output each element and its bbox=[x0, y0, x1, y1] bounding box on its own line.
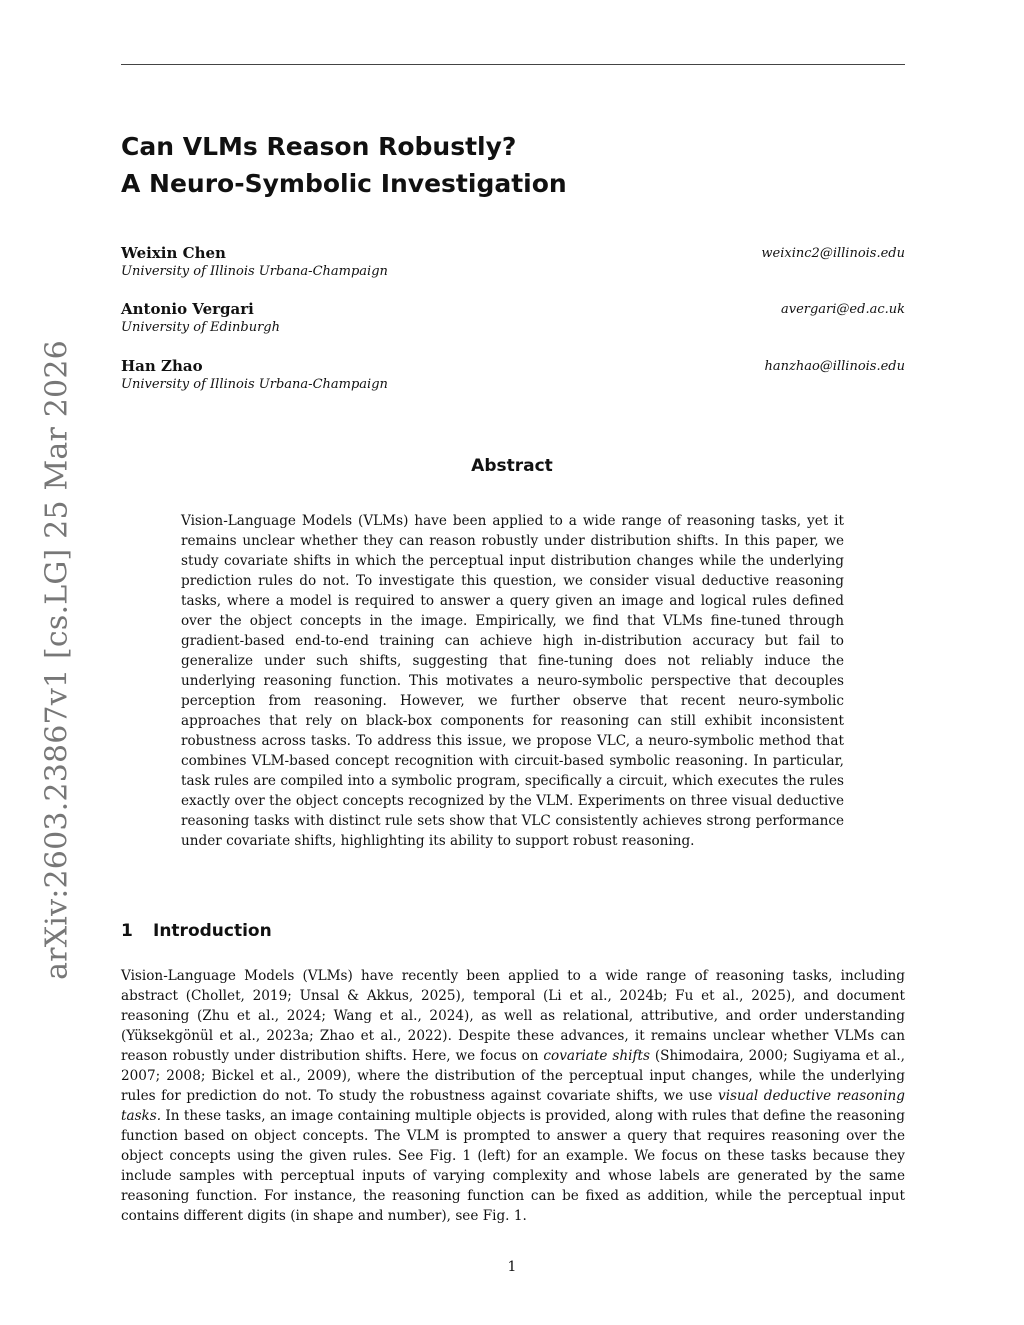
paper-title bbox=[121, 128, 821, 202]
author-affiliation: University of Edinburgh bbox=[121, 320, 280, 335]
author-email[interactable]: hanzhao@illinois.edu bbox=[764, 359, 905, 374]
intro-emphasis: covariate shifts bbox=[543, 1048, 650, 1064]
author-name: Antonio Vergari bbox=[121, 300, 254, 318]
page-number: 1 bbox=[507, 1259, 517, 1275]
introduction-paragraph bbox=[121, 966, 905, 1226]
intro-text-part: (Shimodaira, 2000; Sugiyama et al., 2007; 2008; Bickel et al., 2009), where the distribution of the perceptual input changes, while the underlying rules for prediction do not. To study the robustness against covariate shifts, we use bbox=[121, 1048, 905, 1104]
intro-emphasis: visual deductive reasoning tasks. bbox=[121, 1088, 905, 1124]
header-rule bbox=[121, 64, 905, 65]
author-affiliation: University of Illinois Urbana-Champaign bbox=[121, 377, 388, 392]
author-email[interactable]: avergari@ed.ac.uk bbox=[780, 302, 905, 317]
author-block bbox=[121, 357, 905, 397]
abstract-text: Vision-Language Models (VLMs) have been applied to a wide range of reasoning tasks, yet it remains unclear whether they can reason robustly under distribution shifts. In this paper, we study covariate shifts in which the perceptual input distribution changes while the underlying prediction rules do not. To investigate this question, we consider visual deductive reasoning tasks, where a model is required to answer a query given an image and logical rules defined over the object concepts in the image. Empirically, we find that VLMs fine-tuned through gradient-based end-to-end training can achieve high in-distribution accuracy but fail to generalize under such shifts, suggesting that fine-tuning does not reliably induce the underlying reasoning function. This motivates a neuro-symbolic perspective that decouples perception from reasoning. However, we further observe that recent neuro-symbolic approaches that rely on black-box components for reasoning can still exhibit inconsistent robustness across tasks. To address this issue, we propose VLC, a neuro-symbolic method that combines VLM-based concept recognition with circuit-based symbolic reasoning. In particular, task rules are compiled into a symbolic program, specifically a circuit, which executes the rules exactly over the object concepts recognized by the VLM. Experiments on three visual deductive reasoning tasks with distinct rule sets show that VLC consistently achieves strong performance under covariate shifts, highlighting its ability to support robust reasoning. bbox=[181, 513, 844, 849]
intro-text-part: Vision-Language Models (VLMs) have recently been applied to a wide range of reasoning tasks, including abstract (Chollet, 2019; Unsal & Akkus, 2025), temporal (Li et al., 2024b; Fu et al., 2025), and document reasoning (Zhu et al., 2024; Wang et al., 2024), as well as relational, attributive, and order understanding (Yüksekgönül et al., 2023a; Zhao et al., 2022). Despite these advances, it remains unclear whether VLMs can reason robustly under distribution shifts. Here, we focus on bbox=[121, 968, 905, 1064]
section-title: Introduction bbox=[153, 921, 272, 941]
title-line-2: A Neuro-Symbolic Investigation bbox=[121, 169, 567, 198]
author-name: Han Zhao bbox=[121, 357, 203, 375]
title-line-1: Can VLMs Reason Robustly? bbox=[121, 132, 517, 161]
author-affiliation: University of Illinois Urbana-Champaign bbox=[121, 264, 388, 279]
section-heading bbox=[121, 920, 272, 942]
arxiv-identifier[interactable]: arXiv:2603.23867v1 [cs.LG] 25 Mar 2026 bbox=[39, 340, 75, 980]
section-number: 1 bbox=[121, 921, 133, 941]
abstract-heading: Abstract bbox=[471, 456, 553, 476]
author-name: Weixin Chen bbox=[121, 244, 226, 262]
author-block bbox=[121, 300, 905, 340]
author-block bbox=[121, 244, 905, 284]
author-email[interactable]: weixinc2@illinois.edu bbox=[761, 246, 905, 261]
intro-text-part: In these tasks, an image containing multiple objects is provided, along with rules that define the reasoning function based on object concepts. The VLM is prompted to answer a query that requires reasoning over the object concepts using the given rules. See Fig. 1 (left) for an example. We focus on these tasks because they include samples with perceptual inputs of varying complexity and whose labels are generated by the same reasoning function. For instance, the reasoning function can be fixed as addition, while the perceptual input contains different digits (in shape and number), see Fig. 1. bbox=[121, 1108, 905, 1224]
